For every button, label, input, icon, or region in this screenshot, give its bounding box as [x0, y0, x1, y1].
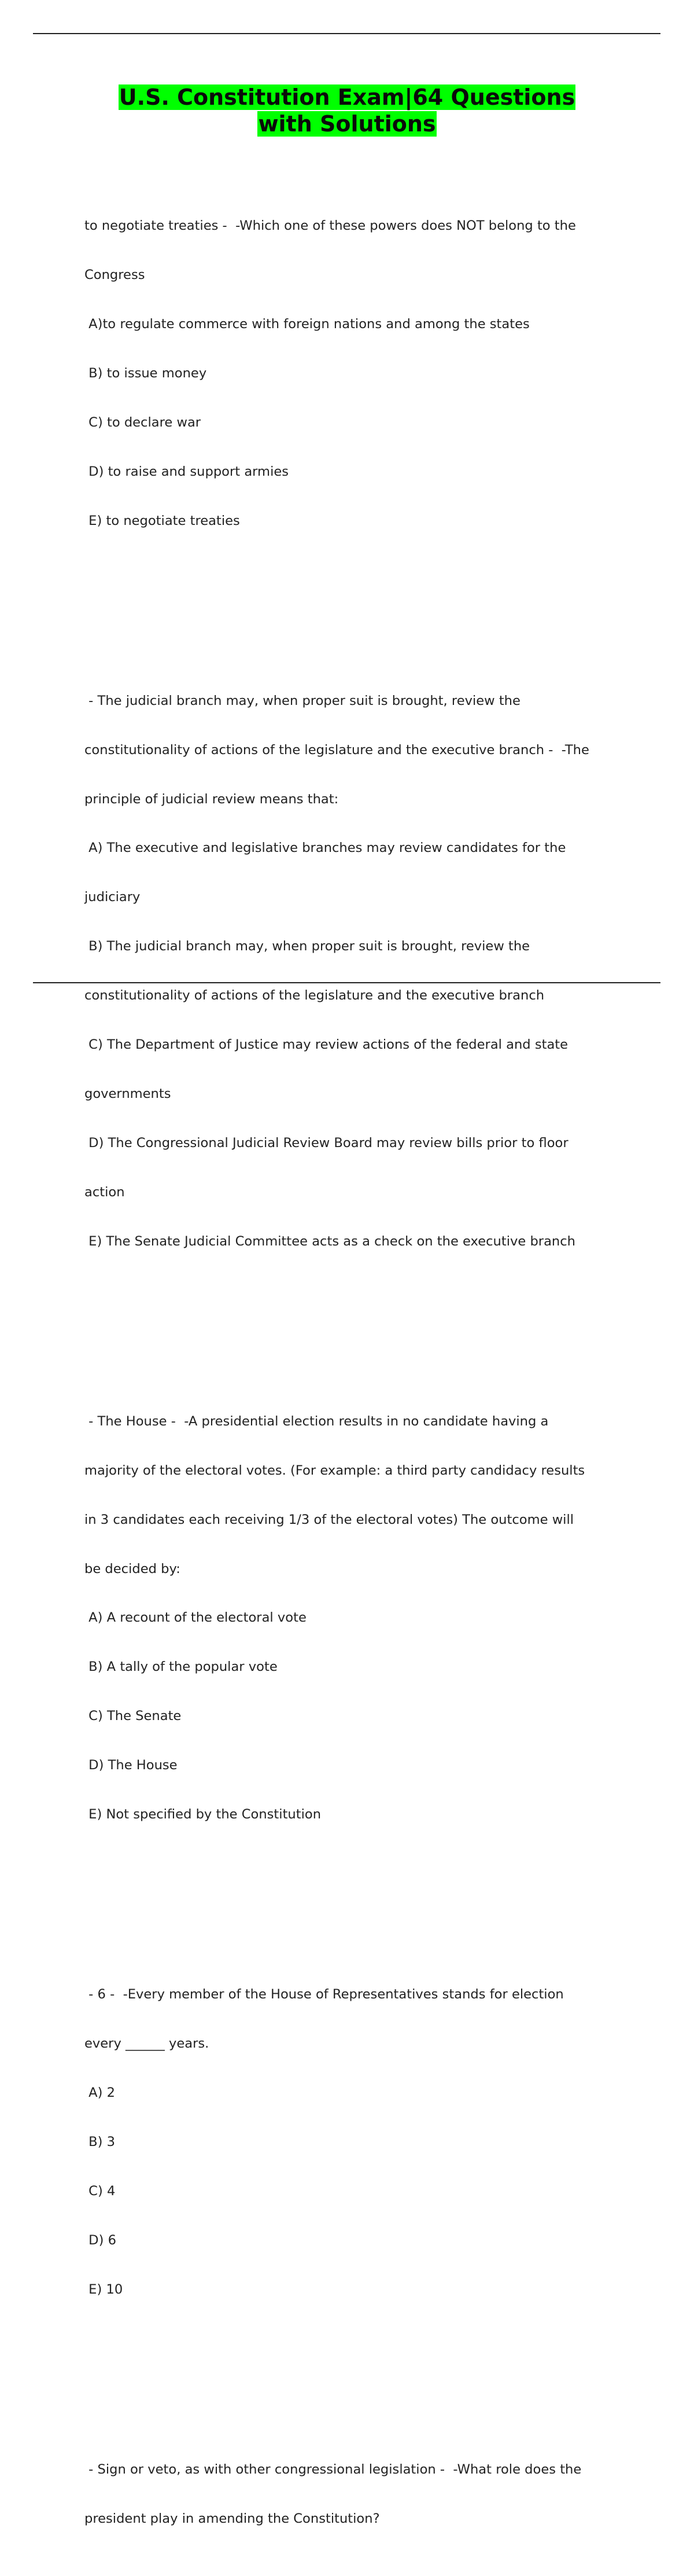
document-body — [84, 152, 634, 2576]
answer-option-a: A) A recount of the electoral vote — [84, 1610, 307, 1626]
question-block-2 — [84, 660, 634, 1282]
answer-option-d: D) 6 — [84, 2232, 116, 2248]
question-block-5 — [84, 2428, 634, 2559]
title-line-1: U.S. Constitution Exam|64 Questions — [119, 84, 575, 110]
answer-option-b: B) The judicial branch may, when proper suit is brought, review the — [84, 939, 530, 954]
question-text: every ______ years. — [84, 2036, 209, 2052]
question-text: constitutionality of actions of the legislature and the executive branch - -The — [84, 742, 589, 758]
question-text: majority of the electoral votes. (For example: a third party candidacy results — [84, 1462, 585, 1478]
title-line-2: with Solutions — [258, 111, 436, 137]
answer-option-a: A) 2 — [84, 2085, 116, 2101]
answer-option-e: E) Not specified by the Constitution — [84, 1806, 322, 1822]
question-text: Congress — [84, 267, 145, 283]
answer-option-d: D) to raise and support armies — [84, 464, 289, 479]
answer-option-c: C) 4 — [84, 2183, 116, 2199]
top-divider — [33, 33, 660, 34]
question-block-3 — [84, 1380, 634, 1855]
answer-option-e: E) The Senate Judicial Committee acts as a check on the executive branch — [84, 1233, 575, 1249]
question-text: in 3 candidates each receiving 1/3 of the electoral votes) The outcome will — [84, 1512, 574, 1527]
question-text: - Sign or veto, as with other congressional legislation - -What role does the — [84, 2461, 582, 2477]
answer-option-b: B) A tally of the popular vote — [84, 1659, 278, 1675]
bottom-divider — [33, 982, 660, 983]
answer-option-c-cont: governments — [84, 1086, 171, 1101]
answer-option-d-cont: action — [84, 1184, 125, 1200]
answer-option-e: E) 10 — [84, 2281, 123, 2297]
answer-option-a: A)to regulate commerce with foreign nations and among the states — [84, 316, 530, 332]
block-spacer — [84, 1888, 634, 1904]
block-spacer — [84, 594, 634, 611]
question-text: - The House - -A presidential election results in no candidate having a — [84, 1413, 549, 1429]
question-text: - 6 - -Every member of the House of Representatives stands for election — [84, 1987, 564, 2002]
answer-option-c: C) The Department of Justice may review actions of the federal and state — [84, 1037, 569, 1053]
block-spacer — [84, 2363, 634, 2379]
answer-option-a-cont: judiciary — [84, 890, 141, 905]
answer-option-c: C) The Senate — [84, 1708, 182, 1724]
answer-option-d: D) The Congressional Judicial Review Board may review bills prior to floor — [84, 1135, 569, 1151]
question-text: be decided by: — [84, 1561, 180, 1577]
question-text: - The judicial branch may, when proper suit is brought, review the — [84, 693, 520, 708]
question-block-4 — [84, 1954, 634, 2331]
question-text: principle of judicial review means that: — [84, 791, 339, 807]
question-text: president play in amending the Constitution? — [84, 2511, 380, 2526]
answer-option-e: E) to negotiate treaties — [84, 513, 240, 528]
document-title — [0, 84, 694, 137]
question-text: to negotiate treaties - -Which one of these powers does NOT belong to the — [84, 218, 576, 234]
answer-option-d: D) The House — [84, 1758, 178, 1773]
answer-option-c: C) to declare war — [84, 414, 201, 430]
block-spacer — [84, 1315, 634, 1331]
answer-option-b: B) 3 — [84, 2134, 116, 2149]
answer-option-b: B) to issue money — [84, 365, 207, 381]
question-block-1 — [84, 185, 634, 562]
answer-option-b-cont: constitutionality of actions of the legislature and the executive branch — [84, 988, 545, 1004]
answer-option-a: A) The executive and legislative branches may review candidates for the — [84, 840, 566, 856]
